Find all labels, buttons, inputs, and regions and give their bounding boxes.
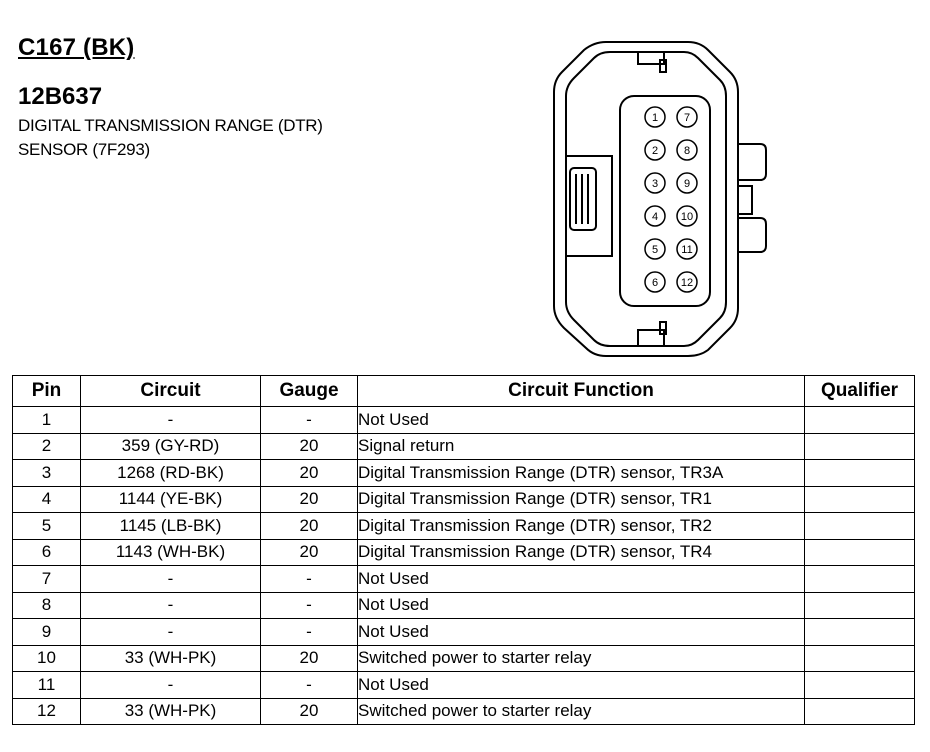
cell-function: Digital Transmission Range (DTR) sensor, TR3A — [358, 460, 805, 487]
cell-qualifier — [805, 460, 915, 487]
description-line-1: DIGITAL TRANSMISSION RANGE (DTR) — [18, 116, 323, 135]
right-tab-upper — [738, 144, 766, 180]
svg-text:10: 10 — [680, 211, 694, 223]
cell-gauge: - — [261, 592, 358, 619]
cell-gauge: 20 — [261, 513, 358, 540]
right-tab-middle — [738, 186, 752, 214]
cell-qualifier — [805, 539, 915, 566]
cell-gauge: - — [261, 407, 358, 434]
table-row — [13, 619, 915, 646]
cell-circuit: 1143 (WH-BK) — [81, 539, 261, 566]
table-row — [13, 592, 915, 619]
cell-pin: 6 — [13, 539, 81, 566]
cell-pin: 11 — [13, 672, 81, 699]
cell-gauge: 20 — [261, 486, 358, 513]
cell-function: Not Used — [358, 619, 805, 646]
table-header-row — [13, 376, 915, 407]
svg-text:6: 6 — [651, 277, 659, 289]
svg-text:4: 4 — [651, 211, 659, 223]
cell-pin: 10 — [13, 645, 81, 672]
cell-function: Not Used — [358, 592, 805, 619]
connector-pin-11 — [677, 239, 697, 259]
cell-function: Digital Transmission Range (DTR) sensor, TR1 — [358, 486, 805, 513]
connector-pin-2 — [645, 140, 665, 160]
cell-gauge: 20 — [261, 539, 358, 566]
cell-pin: 8 — [13, 592, 81, 619]
cell-function: Not Used — [358, 672, 805, 699]
cell-pin: 2 — [13, 433, 81, 460]
svg-text:7: 7 — [683, 112, 691, 124]
cell-circuit: - — [81, 407, 261, 434]
cell-function: Not Used — [358, 566, 805, 593]
svg-text:11: 11 — [681, 244, 693, 256]
connector-pin-10 — [677, 206, 697, 226]
cell-function: Switched power to starter relay — [358, 698, 805, 725]
connector-pin-8 — [677, 140, 697, 160]
cell-circuit: 1145 (LB-BK) — [81, 513, 261, 540]
cell-function: Digital Transmission Range (DTR) sensor, TR4 — [358, 539, 805, 566]
cell-qualifier — [805, 619, 915, 646]
table-row — [13, 460, 915, 487]
cell-function: Switched power to starter relay — [358, 645, 805, 672]
table-row — [13, 486, 915, 513]
header-qualifier: Qualifier — [805, 376, 915, 407]
header-circuit-function: Circuit Function — [358, 376, 805, 407]
cell-function: Signal return — [358, 433, 805, 460]
cell-qualifier — [805, 566, 915, 593]
svg-text:12: 12 — [680, 277, 694, 289]
cell-circuit: 1144 (YE-BK) — [81, 486, 261, 513]
cell-qualifier — [805, 486, 915, 513]
cell-circuit: - — [81, 592, 261, 619]
cell-gauge: - — [261, 672, 358, 699]
cell-pin: 3 — [13, 460, 81, 487]
cell-qualifier — [805, 645, 915, 672]
cell-gauge: 20 — [261, 433, 358, 460]
cell-pin: 4 — [13, 486, 81, 513]
connector-pin-3 — [645, 173, 665, 193]
cell-circuit: 33 (WH-PK) — [81, 698, 261, 725]
cell-qualifier — [805, 672, 915, 699]
connector-face-diagram — [538, 38, 778, 358]
cell-gauge: 20 — [261, 698, 358, 725]
cell-pin: 12 — [13, 698, 81, 725]
pinout-table — [12, 375, 915, 725]
cell-gauge: - — [261, 619, 358, 646]
svg-text:1: 1 — [651, 112, 659, 124]
cell-circuit: 359 (GY-RD) — [81, 433, 261, 460]
right-tab-lower — [738, 218, 766, 252]
cell-function: Digital Transmission Range (DTR) sensor, TR2 — [358, 513, 805, 540]
connector-pin-5 — [645, 239, 665, 259]
cell-qualifier — [805, 433, 915, 460]
cell-qualifier — [805, 513, 915, 540]
connector-id: C167 (BK) — [18, 34, 135, 61]
cell-qualifier — [805, 407, 915, 434]
connector-pin-1 — [645, 107, 665, 127]
svg-text:5: 5 — [651, 244, 659, 256]
part-number: 12B637 — [18, 83, 103, 110]
connector-pin-12 — [677, 272, 697, 292]
table-row — [13, 566, 915, 593]
cell-qualifier — [805, 698, 915, 725]
svg-text:9: 9 — [683, 178, 691, 190]
cell-gauge: 20 — [261, 460, 358, 487]
cell-circuit: 1268 (RD-BK) — [81, 460, 261, 487]
cell-pin: 5 — [13, 513, 81, 540]
cell-gauge: 20 — [261, 645, 358, 672]
table-row — [13, 539, 915, 566]
header-pin: Pin — [13, 376, 81, 407]
cell-gauge: - — [261, 566, 358, 593]
table-row — [13, 433, 915, 460]
table-row — [13, 513, 915, 540]
table-row — [13, 645, 915, 672]
connector-pin-4 — [645, 206, 665, 226]
cell-function: Not Used — [358, 407, 805, 434]
table-row — [13, 407, 915, 434]
table-row — [13, 698, 915, 725]
connector-cavity — [620, 96, 710, 306]
cell-circuit: 33 (WH-PK) — [81, 645, 261, 672]
cell-pin: 1 — [13, 407, 81, 434]
connector-pin-9 — [677, 173, 697, 193]
svg-text:3: 3 — [651, 178, 659, 190]
description-line-2: SENSOR (7F293) — [18, 140, 150, 159]
cell-pin: 9 — [13, 619, 81, 646]
header-circuit: Circuit — [81, 376, 261, 407]
cell-circuit: - — [81, 672, 261, 699]
connector-pin-6 — [645, 272, 665, 292]
table-row — [13, 672, 915, 699]
cell-circuit: - — [81, 619, 261, 646]
svg-text:2: 2 — [651, 145, 659, 157]
svg-text:8: 8 — [683, 145, 691, 157]
connector-pin-7 — [677, 107, 697, 127]
cell-pin: 7 — [13, 566, 81, 593]
cell-circuit: - — [81, 566, 261, 593]
cell-qualifier — [805, 592, 915, 619]
header-gauge: Gauge — [261, 376, 358, 407]
